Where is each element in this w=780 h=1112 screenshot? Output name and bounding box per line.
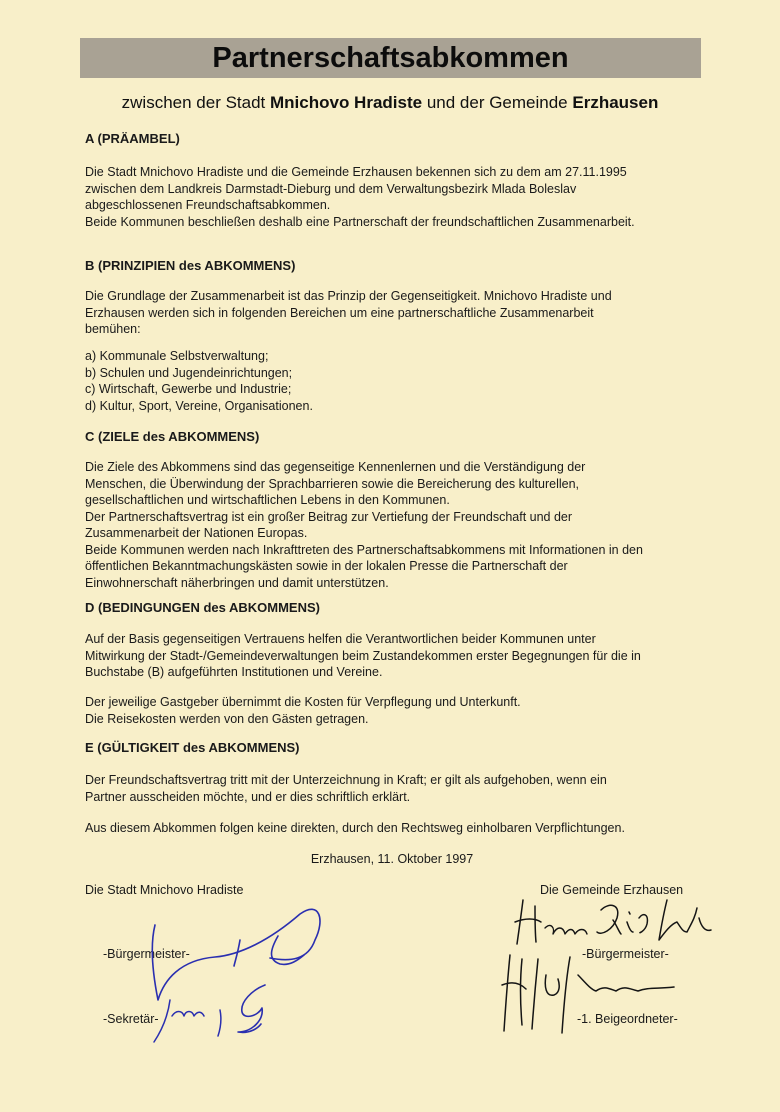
section-b-body	[85, 288, 699, 338]
section-c-body	[85, 459, 699, 591]
signature-mayor-right	[505, 888, 715, 948]
list-item: b) Schulen und Jugendeinrichtungen;	[85, 365, 293, 380]
section-b-list	[85, 348, 699, 414]
section-c-line: Menschen, die Überwindung der Sprachbarrieren sowie die Bereicherung des kulturellen,	[85, 476, 580, 491]
section-b-line: Die Grundlage der Zusammenarbeit ist das Prinzip der Gegenseitigkeit. Mnichovo Hradiste und	[85, 289, 612, 303]
section-a-line: Die Stadt Mnichovo Hradiste und die Gemeinde Erzhausen bekennen sich zu dem am 27.11.1995	[85, 165, 627, 179]
signature-secretary-left	[140, 980, 290, 1050]
document-subtitle	[0, 92, 780, 114]
section-e-line: Der Freundschaftsvertrag tritt mit der Unterzeichnung in Kraft; er gilt als aufgehoben, wenn ein	[85, 773, 607, 787]
section-c-line: gesellschaftlichen und wirtschaftlichen Lebens in den Kommunen.	[85, 493, 450, 507]
list-item: a) Kommunale Selbstverwaltung;	[85, 349, 269, 363]
section-c-line: öffentlichen Bekanntmachungskästen sowie in der lokalen Presse die Partnerschaft der	[85, 559, 568, 573]
section-a-line: zwischen dem Landkreis Darmstadt-Dieburg und dem Verwaltungsbezirk Mlada Boleslav	[85, 181, 577, 196]
subtitle-prefix: zwischen der Stadt	[121, 93, 270, 112]
section-d-line: Die Reisekosten werden von den Gästen getragen.	[85, 711, 369, 726]
subtitle-city-a: Mnichovo Hradiste	[270, 93, 423, 112]
section-d-line: Auf der Basis gegenseitigen Vertrauens helfen die Verantwortlichen beider Kommunen unter	[85, 632, 596, 646]
section-a-body	[85, 164, 699, 230]
section-e-closing: Aus diesem Abkommen folgen keine direkten, durch den Rechtsweg einholbaren Verpflichtungen.	[85, 821, 625, 835]
section-d-line: Buchstabe (B) aufgeführten Institutionen und Vereine.	[85, 665, 383, 679]
right-role-deputy: -1. Beigeordneter-	[577, 1012, 678, 1026]
section-c-line: Einwohnerschaft näherbringen und damit unterstützen.	[85, 575, 389, 590]
section-c-line: Zusammenarbeit der Nationen Europas.	[85, 526, 308, 540]
list-item: c) Wirtschaft, Gewerbe und Industrie;	[85, 382, 292, 396]
section-d-body	[85, 631, 699, 681]
right-role-mayor: -Bürgermeister-	[582, 947, 669, 961]
left-role-secretary: -Sekretär-	[103, 1012, 159, 1026]
subtitle-city-b: Erzhausen	[572, 93, 659, 112]
section-d-line: Der jeweilige Gastgeber übernimmt die Kosten für Verpflegung und Unterkunft.	[85, 695, 521, 709]
section-c-line: Die Ziele des Abkommens sind das gegenseitige Kennenlernen und die Verständigung der	[85, 460, 586, 474]
section-a-line: abgeschlossenen Freundschaftsabkommen.	[85, 198, 331, 212]
section-a-line: Beide Kommunen beschließen deshalb eine Partnerschaft der freundschaftlichen Zusammenarbeit.	[85, 214, 635, 229]
place-date: Erzhausen, 11. Oktober 1997	[310, 852, 474, 866]
section-e-line: Partner ausscheiden möchte, und er dies schriftlich erklärt.	[85, 789, 411, 804]
section-b-line: bemühen:	[85, 322, 141, 336]
subtitle-middle: und der Gemeinde	[422, 93, 573, 112]
document-title: Partnerschaftsabkommen	[212, 42, 569, 74]
right-party-label: Die Gemeinde Erzhausen	[540, 883, 684, 897]
signature-deputy-right	[498, 945, 683, 1037]
list-item: d) Kultur, Sport, Vereine, Organisationen.	[85, 398, 313, 413]
section-d-line: Mitwirkung der Stadt-/Gemeindeverwaltungen beim Zustandekommen erster Begegnungen für die in	[85, 648, 641, 663]
section-a-heading: A (PRÄAMBEL)	[85, 131, 180, 146]
section-c-line: Beide Kommunen werden nach Inkrafttreten des Partnerschaftsabkommens mit Informationen in den	[85, 542, 643, 557]
section-d-heading: D (BEDINGUNGEN des ABKOMMENS)	[85, 600, 320, 615]
section-b-line: Erzhausen werden sich in folgenden Bereichen um eine partnerschaftliche Zusammenarbeit	[85, 305, 594, 320]
section-b-heading: B (PRINZIPIEN des ABKOMMENS)	[85, 258, 296, 273]
left-role-mayor: -Bürgermeister-	[103, 947, 190, 961]
section-c-line: Der Partnerschaftsvertrag ist ein großer Beitrag zur Vertiefung der Freundschaft und der	[85, 509, 573, 524]
section-c-heading: C (ZIELE des ABKOMMENS)	[85, 429, 260, 444]
section-e-heading: E (GÜLTIGKEIT des ABKOMMENS)	[85, 740, 300, 755]
section-e-body	[85, 772, 699, 805]
left-party-label: Die Stadt Mnichovo Hradiste	[85, 883, 244, 897]
section-d-body-2	[85, 694, 699, 727]
